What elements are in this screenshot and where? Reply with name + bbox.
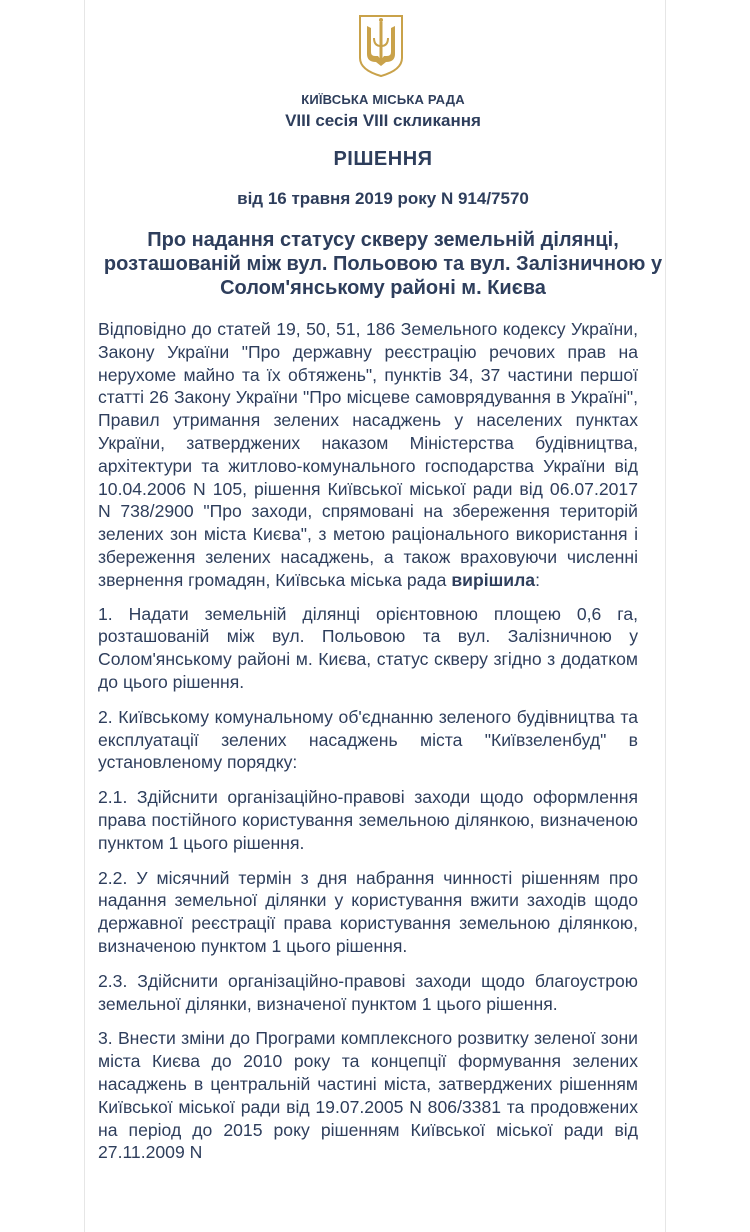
- clause-2-3: 2.3. Здійснити організаційно-правові заходи щодо благоустрою земельної ділянки, визначеної пунктом 1 цього рішення.: [98, 970, 638, 1014]
- preamble-paragraph: [98, 318, 638, 592]
- trident-coat-of-arms-icon: [358, 14, 404, 78]
- preamble-text: Відповідно до статей 19, 50, 51, 186 Земельного кодексу України, Закону України "Про державну реєстрацію речових прав на нерухоме майно та їх обтяжень", пунктів 34, 37 частини першої статті 26 Закону України "Про місцеве самоврядування в Україні", Правил утримання зелених насаджень у населених пунктах України, затверджених наказом Міністерства будівництва, архітектури та житлово-комунального господарства України від 10.04.2006 N 105, рішення Київської міської ради від 06.07.2017 N 738/2900 "Про заходи, спрямовані на збереження територій зелених зон міста Києва", з метою раціонального використання і збереження зелених насаджень, а також враховуючи численні звернення громадян, Київська міська рада: [98, 319, 638, 590]
- decided-suffix: :: [535, 569, 540, 590]
- document-type: РІШЕННЯ: [333, 148, 433, 170]
- document-body: [98, 318, 638, 1176]
- session-line: VIII сесія VIII скликання: [285, 111, 481, 130]
- clause-1: 1. Надати земельній ділянці орієнтовною площею 0,6 га, розташованій між вул. Польовою та вул. Залізничною у Солом'янському районі м. Києва, статус скверу згідно з додатком до цього рішення.: [98, 603, 638, 692]
- document-title: Про надання статусу скверу земельній ділянці, розташованій між вул. Польовою та вул. Залізничною у Солом'янському районі м. Києва: [103, 229, 663, 299]
- council-name: КИЇВСЬКА МІСЬКА РАДА: [301, 92, 465, 107]
- decided-word: вирішила: [451, 569, 536, 590]
- clause-3: 3. Внести зміни до Програми комплексного розвитку зеленої зони міста Києва до 2010 року та концепції формування зелених насаджень в центральній частині міста, затверджених рішенням Київської міської ради від 19.07.2005 N 806/3381 та продовжених на період до 2015 року рішенням Київської міської ради від 27.11.2009 N: [98, 1028, 638, 1163]
- clause-2-1: 2.1. Здійснити організаційно-правові заходи щодо оформлення права постійного користування земельною ділянкою, визначеною пунктом 1 цього рішення.: [98, 787, 638, 853]
- document-page: [84, 0, 666, 1232]
- document-date: від 16 травня 2019 року N 914/7570: [237, 189, 529, 208]
- clause-2: 2. Київському комунальному об'єднанню зеленого будівництва та експлуатації зелених насаджень міста "Київзеленбуд" в установленому порядку:: [98, 706, 638, 773]
- clause-2-2: 2.2. У місячний термін з дня набрання чинності рішенням про надання земельної ділянки у користування вжити заходів щодо державної реєстрації права користування земельною ділянкою, визначеною пунктом 1 цього рішення.: [98, 867, 638, 956]
